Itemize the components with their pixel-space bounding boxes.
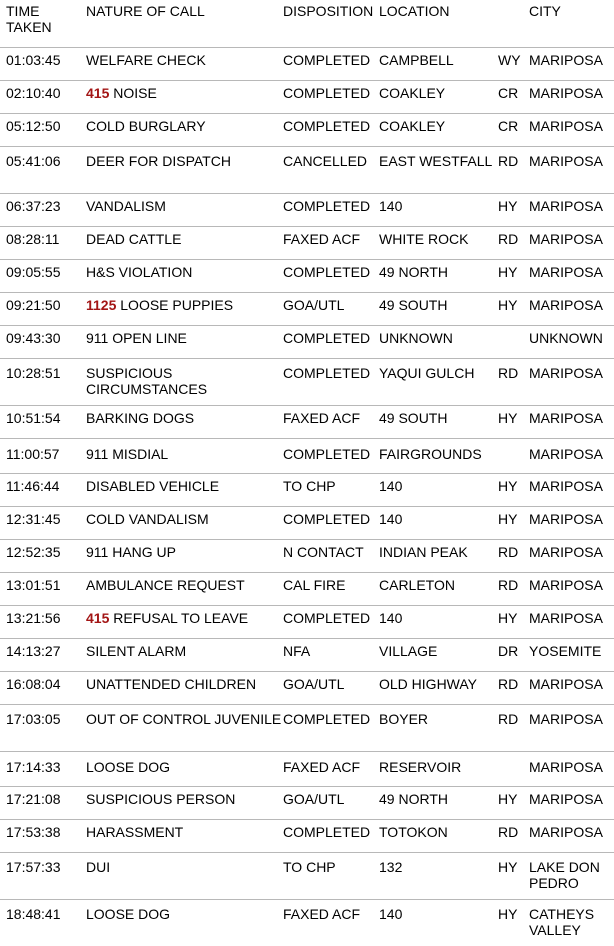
call-description: 911 OPEN LINE [86, 330, 187, 346]
street-suffix-cell [498, 326, 529, 359]
time-taken-cell: 08:28:11 [0, 227, 86, 260]
nature-of-call-cell [86, 705, 283, 752]
time-taken-cell: 17:57:33 [0, 853, 86, 900]
time-taken-cell: 18:48:41 [0, 900, 86, 946]
time-taken-cell: 17:21:08 [0, 787, 86, 820]
disposition-cell: TO CHP [283, 474, 379, 507]
disposition-cell: N CONTACT [283, 540, 379, 573]
time-taken-cell: 17:53:38 [0, 820, 86, 853]
table-row [0, 540, 614, 573]
disposition-cell: COMPLETED [283, 820, 379, 853]
time-taken-cell: 09:21:50 [0, 293, 86, 326]
street-suffix-cell: HY [498, 507, 529, 540]
city-cell: MARIPOSA [529, 474, 614, 507]
location-cell: RESERVOIR [379, 752, 498, 787]
location-cell: 49 SOUTH [379, 406, 498, 439]
time-taken-cell: 12:52:35 [0, 540, 86, 573]
table-row [0, 439, 614, 474]
city-cell: MARIPOSA [529, 227, 614, 260]
table-header [0, 0, 614, 48]
time-taken-cell: 10:51:54 [0, 406, 86, 439]
nature-of-call-cell [86, 326, 283, 359]
call-description: DEAD CATTLE [86, 231, 181, 247]
header-nature-of-call: NATURE OF CALL [86, 0, 283, 48]
time-taken-cell: 14:13:27 [0, 639, 86, 672]
city-cell: MARIPOSA [529, 573, 614, 606]
city-cell: MARIPOSA [529, 359, 614, 406]
nature-of-call-cell [86, 900, 283, 946]
location-cell: 140 [379, 900, 498, 946]
nature-of-call-cell [86, 606, 283, 639]
disposition-cell: COMPLETED [283, 359, 379, 406]
table-row [0, 359, 614, 406]
call-description: SILENT ALARM [86, 643, 186, 659]
nature-of-call-cell [86, 81, 283, 114]
street-suffix-cell: RD [498, 705, 529, 752]
call-description: DEER FOR DISPATCH [86, 153, 231, 169]
nature-of-call-cell [86, 359, 283, 406]
call-description: OUT OF CONTROL JUVENILE [86, 711, 281, 727]
header-location: LOCATION [379, 0, 498, 48]
time-taken-cell: 10:28:51 [0, 359, 86, 406]
nature-of-call-cell [86, 820, 283, 853]
penal-code: 415 [86, 85, 109, 101]
nature-of-call-cell [86, 48, 283, 81]
call-description: 911 HANG UP [86, 544, 176, 560]
city-cell: MARIPOSA [529, 194, 614, 227]
disposition-cell: NFA [283, 639, 379, 672]
disposition-cell: FAXED ACF [283, 406, 379, 439]
street-suffix-cell: WY [498, 48, 529, 81]
location-cell: INDIAN PEAK [379, 540, 498, 573]
call-description: NOISE [109, 85, 156, 101]
city-cell: MARIPOSA [529, 507, 614, 540]
table-row [0, 293, 614, 326]
city-cell: MARIPOSA [529, 81, 614, 114]
city-cell: MARIPOSA [529, 752, 614, 787]
location-cell: WHITE ROCK [379, 227, 498, 260]
street-suffix-cell: HY [498, 787, 529, 820]
call-description: HARASSMENT [86, 824, 183, 840]
time-taken-cell: 13:21:56 [0, 606, 86, 639]
disposition-cell: FAXED ACF [283, 227, 379, 260]
location-cell: 140 [379, 194, 498, 227]
table-row [0, 147, 614, 194]
call-description: VANDALISM [86, 198, 166, 214]
nature-of-call-cell [86, 787, 283, 820]
nature-of-call-cell [86, 439, 283, 474]
time-taken-cell: 02:10:40 [0, 81, 86, 114]
street-suffix-cell: CR [498, 114, 529, 147]
table-row [0, 406, 614, 439]
location-cell: OLD HIGHWAY [379, 672, 498, 705]
location-cell: EAST WESTFALL [379, 147, 498, 194]
street-suffix-cell: HY [498, 194, 529, 227]
nature-of-call-cell [86, 752, 283, 787]
header-city: CITY [529, 0, 614, 48]
call-description: LOOSE DOG [86, 759, 170, 775]
call-description: LOOSE DOG [86, 906, 170, 922]
time-taken-cell: 05:41:06 [0, 147, 86, 194]
table-row [0, 194, 614, 227]
street-suffix-cell: HY [498, 853, 529, 900]
table-row [0, 227, 614, 260]
time-taken-cell: 09:05:55 [0, 260, 86, 293]
time-taken-cell: 05:12:50 [0, 114, 86, 147]
call-description: UNATTENDED CHILDREN [86, 676, 256, 692]
time-taken-cell: 17:14:33 [0, 752, 86, 787]
call-description: H&S VIOLATION [86, 264, 192, 280]
city-cell: MARIPOSA [529, 260, 614, 293]
city-cell: MARIPOSA [529, 540, 614, 573]
table-row [0, 507, 614, 540]
header-time: TIME TAKEN [0, 0, 86, 48]
location-cell: CARLETON [379, 573, 498, 606]
location-cell: 140 [379, 507, 498, 540]
street-suffix-cell: HY [498, 606, 529, 639]
nature-of-call-cell [86, 573, 283, 606]
disposition-cell: FAXED ACF [283, 752, 379, 787]
city-cell: CATHEYS VALLEY [529, 900, 614, 946]
location-cell: 140 [379, 606, 498, 639]
nature-of-call-cell [86, 194, 283, 227]
call-description: LOOSE PUPPIES [116, 297, 233, 313]
city-cell: MARIPOSA [529, 147, 614, 194]
disposition-cell: GOA/UTL [283, 672, 379, 705]
street-suffix-cell: RD [498, 147, 529, 194]
disposition-cell: COMPLETED [283, 194, 379, 227]
table-row [0, 639, 614, 672]
time-taken-cell: 12:31:45 [0, 507, 86, 540]
street-suffix-cell: RD [498, 227, 529, 260]
city-cell: MARIPOSA [529, 672, 614, 705]
disposition-cell: GOA/UTL [283, 293, 379, 326]
header-disposition: DISPOSITION [283, 0, 379, 48]
call-description: DISABLED VEHICLE [86, 478, 219, 494]
disposition-cell: COMPLETED [283, 606, 379, 639]
street-suffix-cell [498, 752, 529, 787]
disposition-cell: CANCELLED [283, 147, 379, 194]
location-cell: FAIRGROUNDS [379, 439, 498, 474]
header-row [0, 0, 614, 48]
call-description: AMBULANCE REQUEST [86, 577, 245, 593]
nature-of-call-cell [86, 147, 283, 194]
call-description: 911 MISDIAL [86, 446, 168, 462]
city-cell: MARIPOSA [529, 787, 614, 820]
nature-of-call-cell [86, 227, 283, 260]
disposition-cell: FAXED ACF [283, 900, 379, 946]
table-row [0, 606, 614, 639]
location-cell: 49 NORTH [379, 787, 498, 820]
table-row [0, 787, 614, 820]
location-cell: 49 SOUTH [379, 293, 498, 326]
table-row [0, 820, 614, 853]
disposition-cell: CAL FIRE [283, 573, 379, 606]
location-cell: UNKNOWN [379, 326, 498, 359]
location-cell: COAKLEY [379, 114, 498, 147]
street-suffix-cell: RD [498, 672, 529, 705]
nature-of-call-cell [86, 507, 283, 540]
street-suffix-cell: HY [498, 474, 529, 507]
nature-of-call-cell [86, 672, 283, 705]
disposition-cell: COMPLETED [283, 507, 379, 540]
street-suffix-cell: HY [498, 293, 529, 326]
street-suffix-cell [498, 439, 529, 474]
location-cell: COAKLEY [379, 81, 498, 114]
table-row [0, 573, 614, 606]
penal-code: 415 [86, 610, 109, 626]
call-description: COLD VANDALISM [86, 511, 209, 527]
nature-of-call-cell [86, 293, 283, 326]
time-taken-cell: 01:03:45 [0, 48, 86, 81]
table-row [0, 705, 614, 752]
call-description: BARKING DOGS [86, 410, 194, 426]
city-cell: MARIPOSA [529, 114, 614, 147]
time-taken-cell: 11:00:57 [0, 439, 86, 474]
time-taken-cell: 06:37:23 [0, 194, 86, 227]
header-suffix [498, 0, 529, 48]
nature-of-call-cell [86, 853, 283, 900]
table-row [0, 81, 614, 114]
location-cell: YAQUI GULCH [379, 359, 498, 406]
location-cell: VILLAGE [379, 639, 498, 672]
time-taken-cell: 11:46:44 [0, 474, 86, 507]
call-description: COLD BURGLARY [86, 118, 206, 134]
time-taken-cell: 17:03:05 [0, 705, 86, 752]
call-description: DUI [86, 859, 110, 875]
table-row [0, 474, 614, 507]
city-cell: YOSEMITE [529, 639, 614, 672]
street-suffix-cell: HY [498, 260, 529, 293]
street-suffix-cell: HY [498, 406, 529, 439]
location-cell: 49 NORTH [379, 260, 498, 293]
nature-of-call-cell [86, 114, 283, 147]
penal-code: 1125 [86, 297, 116, 313]
table-row [0, 326, 614, 359]
disposition-cell: TO CHP [283, 853, 379, 900]
time-taken-cell: 16:08:04 [0, 672, 86, 705]
location-cell: TOTOKON [379, 820, 498, 853]
disposition-cell: GOA/UTL [283, 787, 379, 820]
location-cell: CAMPBELL [379, 48, 498, 81]
table-row [0, 853, 614, 900]
street-suffix-cell: DR [498, 639, 529, 672]
table-body [0, 48, 614, 946]
call-description: REFUSAL TO LEAVE [109, 610, 248, 626]
city-cell: LAKE DON PEDRO [529, 853, 614, 900]
nature-of-call-cell [86, 406, 283, 439]
nature-of-call-cell [86, 260, 283, 293]
disposition-cell: COMPLETED [283, 81, 379, 114]
location-cell: 140 [379, 474, 498, 507]
street-suffix-cell: RD [498, 540, 529, 573]
disposition-cell: COMPLETED [283, 705, 379, 752]
call-description: SUSPICIOUS CIRCUMSTANCES [86, 365, 207, 397]
street-suffix-cell: RD [498, 573, 529, 606]
table-row [0, 48, 614, 81]
disposition-cell: COMPLETED [283, 439, 379, 474]
street-suffix-cell: HY [498, 900, 529, 946]
street-suffix-cell: RD [498, 359, 529, 406]
call-description: SUSPICIOUS PERSON [86, 791, 235, 807]
table-row [0, 114, 614, 147]
city-cell: MARIPOSA [529, 48, 614, 81]
time-taken-cell: 09:43:30 [0, 326, 86, 359]
disposition-cell: COMPLETED [283, 114, 379, 147]
location-cell: 132 [379, 853, 498, 900]
call-description: WELFARE CHECK [86, 52, 206, 68]
city-cell: MARIPOSA [529, 439, 614, 474]
street-suffix-cell: CR [498, 81, 529, 114]
street-suffix-cell: RD [498, 820, 529, 853]
table-row [0, 900, 614, 946]
time-taken-cell: 13:01:51 [0, 573, 86, 606]
nature-of-call-cell [86, 474, 283, 507]
nature-of-call-cell [86, 639, 283, 672]
city-cell: MARIPOSA [529, 606, 614, 639]
location-cell: BOYER [379, 705, 498, 752]
disposition-cell: COMPLETED [283, 48, 379, 81]
city-cell: MARIPOSA [529, 406, 614, 439]
disposition-cell: COMPLETED [283, 326, 379, 359]
city-cell: MARIPOSA [529, 705, 614, 752]
city-cell: MARIPOSA [529, 293, 614, 326]
table-row [0, 260, 614, 293]
disposition-cell: COMPLETED [283, 260, 379, 293]
table-row [0, 672, 614, 705]
table-row [0, 752, 614, 787]
nature-of-call-cell [86, 540, 283, 573]
city-cell: UNKNOWN [529, 326, 614, 359]
city-cell: MARIPOSA [529, 820, 614, 853]
